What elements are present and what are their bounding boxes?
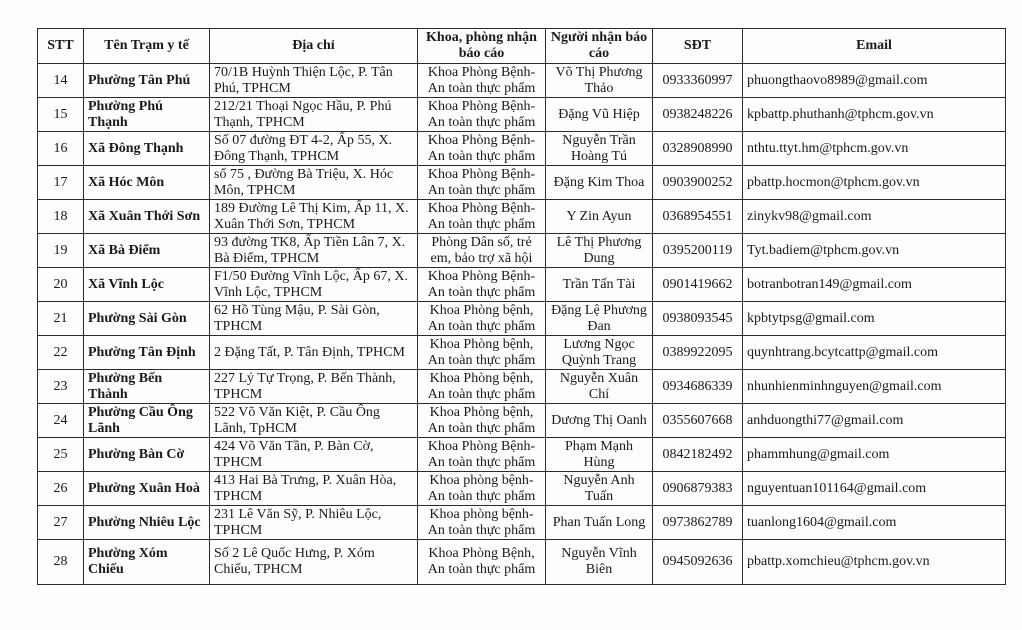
cell-station-name: Phường Sài Gòn (84, 302, 210, 336)
cell-phone: 0906879383 (653, 472, 743, 506)
cell-email: nguyentuan101164@gmail.com (743, 472, 1006, 506)
cell-address: 70/1B Huỳnh Thiện Lộc, P. Tân Phú, TPHCM (210, 64, 418, 98)
cell-station-name: Xã Xuân Thới Sơn (84, 200, 210, 234)
cell-stt: 23 (38, 370, 84, 404)
cell-phone: 0389922095 (653, 336, 743, 370)
cell-phone: 0368954551 (653, 200, 743, 234)
cell-stt: 16 (38, 132, 84, 166)
cell-phone: 0973862789 (653, 506, 743, 540)
cell-stt: 28 (38, 540, 84, 585)
cell-recipient: Nguyễn Vĩnh Biên (546, 540, 653, 585)
table-row (38, 506, 1006, 540)
cell-department: Khoa Phòng Bệnh-An toàn thực phẩm (418, 268, 546, 302)
table-row (38, 540, 1006, 585)
cell-address: 413 Hai Bà Trưng, P. Xuân Hòa, TPHCM (210, 472, 418, 506)
cell-phone: 0938093545 (653, 302, 743, 336)
header-stt: STT (38, 29, 84, 64)
header-phone: SĐT (653, 29, 743, 64)
table-row (38, 166, 1006, 200)
cell-recipient: Đặng Kim Thoa (546, 166, 653, 200)
table-row (38, 98, 1006, 132)
cell-station-name: Xã Vĩnh Lộc (84, 268, 210, 302)
cell-station-name: Phường Bàn Cờ (84, 438, 210, 472)
cell-stt: 21 (38, 302, 84, 336)
cell-recipient: Lê Thị Phương Dung (546, 234, 653, 268)
cell-department: Khoa Phòng bệnh, An toàn thực phẩm (418, 336, 546, 370)
cell-stt: 14 (38, 64, 84, 98)
cell-department: Khoa Phòng bệnh, An toàn thực phẩm (418, 370, 546, 404)
cell-address: số 75 , Đường Bà Triệu, X. Hóc Môn, TPHCM (210, 166, 418, 200)
cell-station-name: Phường Xuân Hoà (84, 472, 210, 506)
cell-phone: 0901419662 (653, 268, 743, 302)
cell-stt: 20 (38, 268, 84, 302)
cell-stt: 26 (38, 472, 84, 506)
health-station-table (37, 28, 1006, 585)
cell-recipient: Đặng Vũ Hiệp (546, 98, 653, 132)
header-recipient: Người nhận báo cáo (546, 29, 653, 64)
cell-recipient: Nguyễn Trần Hoàng Tú (546, 132, 653, 166)
cell-email: nthtu.ttyt.hm@tphcm.gov.vn (743, 132, 1006, 166)
cell-recipient: Nguyễn Xuân Chí (546, 370, 653, 404)
cell-stt: 22 (38, 336, 84, 370)
cell-email: zinykv98@gmail.com (743, 200, 1006, 234)
cell-email: pbattp.xomchieu@tphcm.gov.vn (743, 540, 1006, 585)
cell-phone: 0328908990 (653, 132, 743, 166)
cell-phone: 0903900252 (653, 166, 743, 200)
header-address: Địa chỉ (210, 29, 418, 64)
cell-address: 212/21 Thoại Ngọc Hầu, P. Phú Thạnh, TPHCM (210, 98, 418, 132)
cell-station-name: Phường Cầu Ông Lãnh (84, 404, 210, 438)
cell-station-name: Phường Tân Phú (84, 64, 210, 98)
cell-email: phammhung@gmail.com (743, 438, 1006, 472)
cell-department: Phòng Dân số, trẻ em, bảo trợ xã hội (418, 234, 546, 268)
table-row (38, 472, 1006, 506)
cell-stt: 18 (38, 200, 84, 234)
cell-recipient: Lương Ngọc Quỳnh Trang (546, 336, 653, 370)
cell-email: kpbtytpsg@gmail.com (743, 302, 1006, 336)
cell-stt: 15 (38, 98, 84, 132)
cell-address: F1/50 Đường Vĩnh Lộc, Ấp 67, X. Vĩnh Lộc, TPHCM (210, 268, 418, 302)
cell-recipient: Võ Thị Phương Thảo (546, 64, 653, 98)
cell-email: nhunhienminhnguyen@gmail.com (743, 370, 1006, 404)
cell-email: botranbotran149@gmail.com (743, 268, 1006, 302)
cell-recipient: Trần Tấn Tài (546, 268, 653, 302)
cell-recipient: Dương Thị Oanh (546, 404, 653, 438)
cell-address: 189 Đường Lê Thị Kim, Ấp 11, X. Xuân Thới Sơn, TPHCM (210, 200, 418, 234)
cell-email: tuanlong1604@gmail.com (743, 506, 1006, 540)
header-station-name: Tên Trạm y tế (84, 29, 210, 64)
table-row (38, 302, 1006, 336)
cell-department: Khoa phòng bệnh-An toàn thực phẩm (418, 506, 546, 540)
cell-email: Tyt.badiem@tphcm.gov.vn (743, 234, 1006, 268)
cell-department: Khoa phòng bệnh-An toàn thực phẩm (418, 472, 546, 506)
cell-station-name: Phường Phú Thạnh (84, 98, 210, 132)
table-row (38, 132, 1006, 166)
cell-address: 2 Đặng Tất, P. Tân Định, TPHCM (210, 336, 418, 370)
cell-department: Khoa Phòng Bệnh-An toàn thực phẩm (418, 166, 546, 200)
cell-email: quynhtrang.bcytcattp@gmail.com (743, 336, 1006, 370)
cell-recipient: Y Zin Ayun (546, 200, 653, 234)
table-row (38, 64, 1006, 98)
cell-address: 62 Hồ Tùng Mậu, P. Sài Gòn, TPHCM (210, 302, 418, 336)
cell-station-name: Phường Xóm Chiếu (84, 540, 210, 585)
cell-department: Khoa Phòng Bệnh-An toàn thực phẩm (418, 438, 546, 472)
cell-address: Số 07 đường ĐT 4-2, Ấp 55, X. Đông Thạnh, TPHCM (210, 132, 418, 166)
cell-stt: 25 (38, 438, 84, 472)
cell-station-name: Phường Bến Thành (84, 370, 210, 404)
cell-email: phuongthaovo8989@gmail.com (743, 64, 1006, 98)
table-row (38, 370, 1006, 404)
cell-phone: 0842182492 (653, 438, 743, 472)
cell-recipient: Phan Tuấn Long (546, 506, 653, 540)
cell-address: 93 đường TK8, Ấp Tiền Lân 7, X. Bà Điểm, TPHCM (210, 234, 418, 268)
table-row (38, 336, 1006, 370)
cell-phone: 0945092636 (653, 540, 743, 585)
cell-recipient: Đặng Lệ Phương Đan (546, 302, 653, 336)
cell-department: Khoa Phòng bệnh, An toàn thực phẩm (418, 302, 546, 336)
cell-phone: 0355607668 (653, 404, 743, 438)
cell-phone: 0933360997 (653, 64, 743, 98)
cell-recipient: Nguyễn Anh Tuấn (546, 472, 653, 506)
cell-address: 227 Lý Tự Trọng, P. Bến Thành, TPHCM (210, 370, 418, 404)
table-row (38, 200, 1006, 234)
cell-address: 522 Võ Văn Kiệt, P. Cầu Ông Lãnh, TpHCM (210, 404, 418, 438)
cell-department: Khoa Phòng Bệnh-An toàn thực phẩm (418, 132, 546, 166)
cell-department: Khoa Phòng Bệnh-An toàn thực phẩm (418, 64, 546, 98)
cell-stt: 19 (38, 234, 84, 268)
cell-phone: 0395200119 (653, 234, 743, 268)
table-header-row (38, 29, 1006, 64)
cell-station-name: Xã Bà Điểm (84, 234, 210, 268)
header-email: Email (743, 29, 1006, 64)
table-row (38, 234, 1006, 268)
cell-address: 231 Lê Văn Sỹ, P. Nhiêu Lộc, TPHCM (210, 506, 418, 540)
cell-department: Khoa Phòng Bệnh, An toàn thực phẩm (418, 540, 546, 585)
table-row (38, 404, 1006, 438)
table-row (38, 438, 1006, 472)
cell-station-name: Phường Tân Định (84, 336, 210, 370)
table-row (38, 268, 1006, 302)
cell-station-name: Xã Hóc Môn (84, 166, 210, 200)
cell-email: pbattp.hocmon@tphcm.gov.vn (743, 166, 1006, 200)
cell-phone: 0938248226 (653, 98, 743, 132)
cell-department: Khoa Phòng bệnh, An toàn thực phẩm (418, 404, 546, 438)
cell-phone: 0934686339 (653, 370, 743, 404)
cell-station-name: Xã Đông Thạnh (84, 132, 210, 166)
cell-stt: 17 (38, 166, 84, 200)
cell-department: Khoa Phòng Bệnh-An toàn thực phẩm (418, 98, 546, 132)
cell-email: anhduongthi77@gmail.com (743, 404, 1006, 438)
cell-address: Số 2 Lê Quốc Hưng, P. Xóm Chiếu, TPHCM (210, 540, 418, 585)
cell-station-name: Phường Nhiêu Lộc (84, 506, 210, 540)
cell-stt: 27 (38, 506, 84, 540)
cell-recipient: Phạm Mạnh Hùng (546, 438, 653, 472)
cell-email: kpbattp.phuthanh@tphcm.gov.vn (743, 98, 1006, 132)
header-department: Khoa, phòng nhận báo cáo (418, 29, 546, 64)
cell-stt: 24 (38, 404, 84, 438)
cell-address: 424 Võ Văn Tần, P. Bàn Cờ, TPHCM (210, 438, 418, 472)
cell-department: Khoa Phòng Bệnh-An toàn thực phẩm (418, 200, 546, 234)
